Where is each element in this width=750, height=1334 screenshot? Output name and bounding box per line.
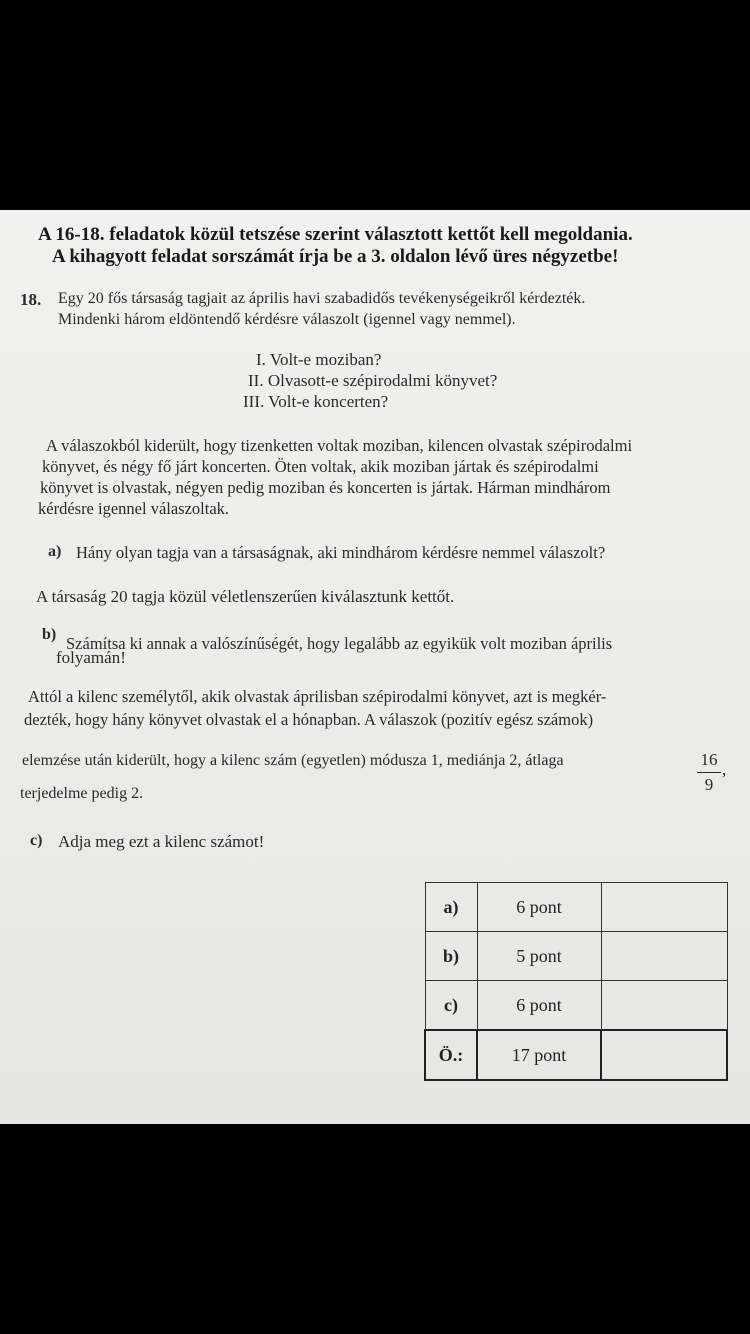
selection-sentence: A társaság 20 tagja közül véletlenszerűen kiválasztunk kettőt. <box>36 587 455 606</box>
score-empty-cell <box>601 981 727 1031</box>
exam-page <box>0 210 750 1124</box>
paragraph-2-line-1: Attól a kilenc személytől, akik olvastak áprilisban szépirodalmi könyvet, azt is megkér- <box>28 687 607 706</box>
score-table <box>424 882 728 1081</box>
score-empty-cell <box>601 883 727 932</box>
score-points: 6 pont <box>477 883 601 932</box>
part-b-question-line-2: folyamán! <box>56 648 126 667</box>
part-a-label: a) <box>48 543 62 560</box>
part-b-label: b) <box>42 626 57 643</box>
header-line-2: A kihagyott feladat sorszámát írja be a 3. oldalon lévő üres négyzetbe! <box>52 246 619 267</box>
part-a-question: Hány olyan tagja van a társaságnak, aki mindhárom kérdésre nemmel válaszolt? <box>76 543 606 562</box>
score-points: 17 pont <box>477 1030 601 1080</box>
score-label: b) <box>425 932 477 981</box>
score-row-c <box>425 981 727 1031</box>
score-row-total <box>425 1030 727 1080</box>
paragraph-2-line-4: terjedelme pedig 2. <box>20 785 144 802</box>
paragraph-1-line-4: kérdésre igennel válaszoltak. <box>38 499 230 518</box>
fraction-comma: , <box>722 760 727 779</box>
part-b-question-line-1: Számítsa ki annak a valószínűségét, hogy legalább az egyikük volt moziban április <box>66 634 613 653</box>
fraction-numerator: 16 <box>700 750 718 769</box>
part-c-question: Adja meg ezt a kilenc számot! <box>58 832 265 851</box>
intro-line-1: Egy 20 fős társaság tagjait az április havi szabadidős tevékenységeikről kérdezték. <box>58 290 586 307</box>
paragraph-1-line-2: könyvet, és négy fő járt koncerten. Öten voltak, akik moziban jártak és szépirodalmi <box>42 457 599 476</box>
score-row-b <box>425 932 727 981</box>
score-row-a <box>425 883 727 932</box>
question-1: I. Volt-e moziban? <box>256 350 382 369</box>
score-label: Ö.: <box>425 1030 477 1080</box>
score-empty-cell <box>601 932 727 981</box>
problem-number: 18. <box>20 290 42 309</box>
paragraph-1-line-3: könyvet is olvastak, négyen pedig moziban és koncerten is jártak. Hárman mindhárom <box>40 478 611 497</box>
score-points: 6 pont <box>477 981 601 1031</box>
paragraph-2-line-2: dezték, hogy hány könyvet olvastak el a hónapban. A válaszok (pozitív egész számok) <box>24 710 594 729</box>
score-empty-cell <box>601 1030 727 1080</box>
intro-line-2: Mindenki három eldöntendő kérdésre válaszolt (igennel vagy nemmel). <box>58 311 516 328</box>
fraction-bar <box>697 772 721 773</box>
score-label: c) <box>425 981 477 1031</box>
paragraph-1-line-1: A válaszokból kiderült, hogy tizenketten voltak moziban, kilencen olvastak szépirodalmi <box>46 436 633 455</box>
question-2: II. Olvasott-e szépirodalmi könyvet? <box>248 371 498 390</box>
average-fraction <box>697 750 721 795</box>
fraction-denominator: 9 <box>704 775 714 794</box>
header-line-1: A 16-18. feladatok közül tetszése szerint választott kettőt kell megoldania. <box>38 224 633 245</box>
score-points: 5 pont <box>477 932 601 981</box>
question-3: III. Volt-e koncerten? <box>243 392 389 411</box>
part-c-label: c) <box>30 832 43 849</box>
paragraph-2-line-3: elemzése után kiderült, hogy a kilenc szám (egyetlen) módusza 1, mediánja 2, átlaga <box>22 752 564 769</box>
score-label: a) <box>425 883 477 932</box>
